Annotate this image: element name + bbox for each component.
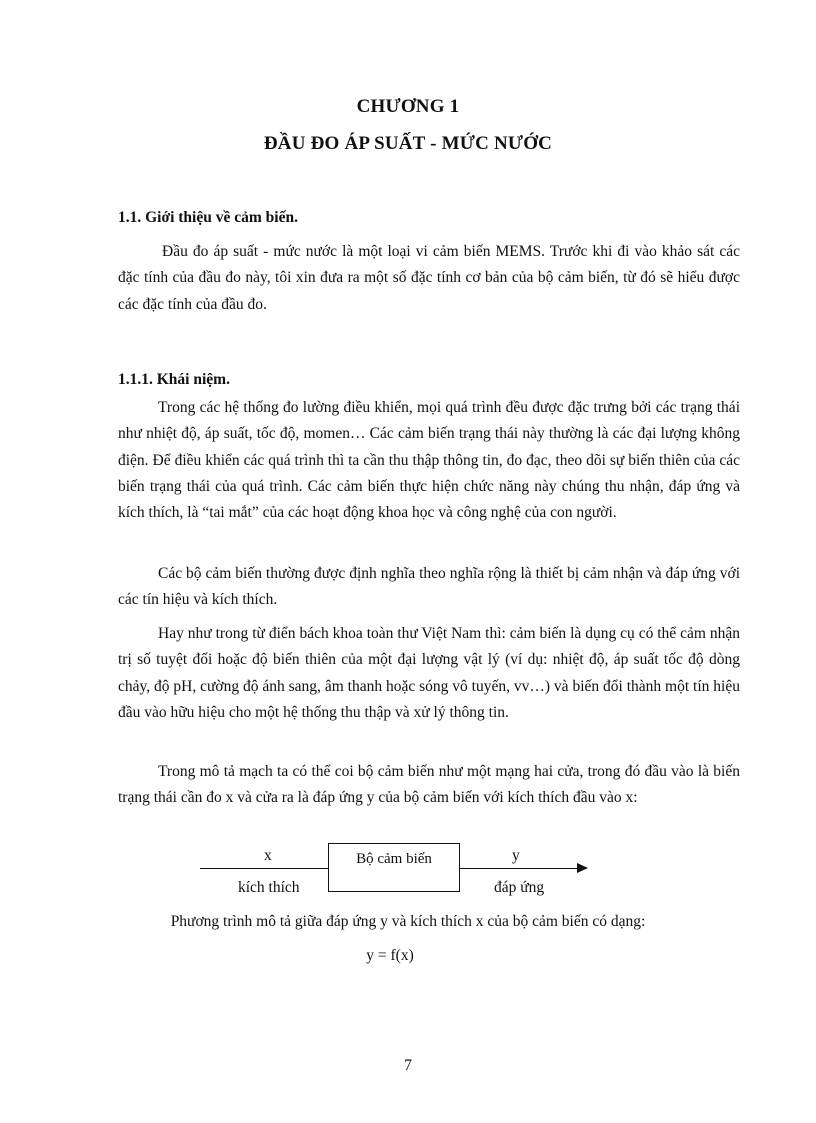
sensor-box (328, 843, 460, 892)
sensor-block-diagram (200, 843, 590, 897)
input-label: kích thích (238, 879, 300, 896)
output-label: đáp ứng (494, 879, 545, 896)
output-arrowhead-icon (577, 863, 588, 873)
sensor-box-label: Bộ cảm biến (356, 851, 432, 867)
output-arrow-line (460, 868, 578, 869)
input-symbol: x (264, 847, 272, 864)
equation-intro: Phương trình mô tả giữa đáp ứng y và kích thích x của bộ cảm biến có dạng: (170, 913, 646, 930)
intro-paragraph: Đầu đo áp suất - mức nước là một loại vi cảm biến MEMS. Trước khi đi vào khảo sát các đặc tính của đầu đo này, tôi xin đưa ra một số đặc tính cơ bản của bộ cảm biến, từ đó sẽ hiểu được các đặc tính của đầu đo. (118, 243, 740, 313)
output-symbol: y (512, 847, 520, 864)
chapter-label: CHƯƠNG 1 (356, 96, 460, 117)
section-heading-1-1-1: 1.1.1. Khái niệm. (118, 371, 230, 388)
section-heading-1-1: 1.1. Giới thiệu về cảm biến. (118, 209, 298, 226)
page-number: 7 (404, 1057, 412, 1074)
paragraph-1: Trong các hệ thống đo lường điều khiển, mọi quá trình đều được đặc trưng bởi các trạng thái như nhiệt độ, áp suất, tốc độ, momen… Các cảm biến trạng thái này thường là các đại lượng không điện. Để điều khiển các quá trình thì ta cần thu thập thông tin, đo đạc, theo dõi sự biến thiên của các biến trạng thái của quá trình. Các cảm biến thực hiện chức năng này chúng thu nhận, đáp ứng và kích thích, là “tai mắt” của các hoạt động khoa học và công nghệ của con người. (118, 399, 740, 522)
paragraph-2: Các bộ cảm biến thường được định nghĩa theo nghĩa rộng là thiết bị cảm nhận và đáp ứng với các tín hiệu và kích thích. (118, 565, 740, 609)
chapter-title: ĐẦU ĐO ÁP SUẤT - MỨC NƯỚC (263, 133, 553, 154)
paragraph-4: Trong mô tả mạch ta có thể coi bộ cảm biến như một mạng hai cửa, trong đó đầu vào là biến trạng thái cần đo x và cửa ra là đáp ứng y của bộ cảm biến với kích thích đầu vào x: (118, 763, 740, 807)
paragraph-3: Hay như trong từ điển bách khoa toàn thư Việt Nam thì: cảm biến là dụng cụ có thể cảm nhận trị số tuyệt đối hoặc độ biến thiên của một đại lượng vật lý (ví dụ: nhiệt độ, áp suất tốc độ dòng chảy, độ pH, cường độ ánh sang, âm thanh hoặc sóng vô tuyến, vv…) và biến đổi thành một tín hiệu đầu vào hữu hiệu cho một hệ thống thu thập và xử lý thông tin. (118, 625, 740, 721)
equation: y = f(x) (366, 947, 414, 964)
input-arrow-line (200, 868, 328, 869)
